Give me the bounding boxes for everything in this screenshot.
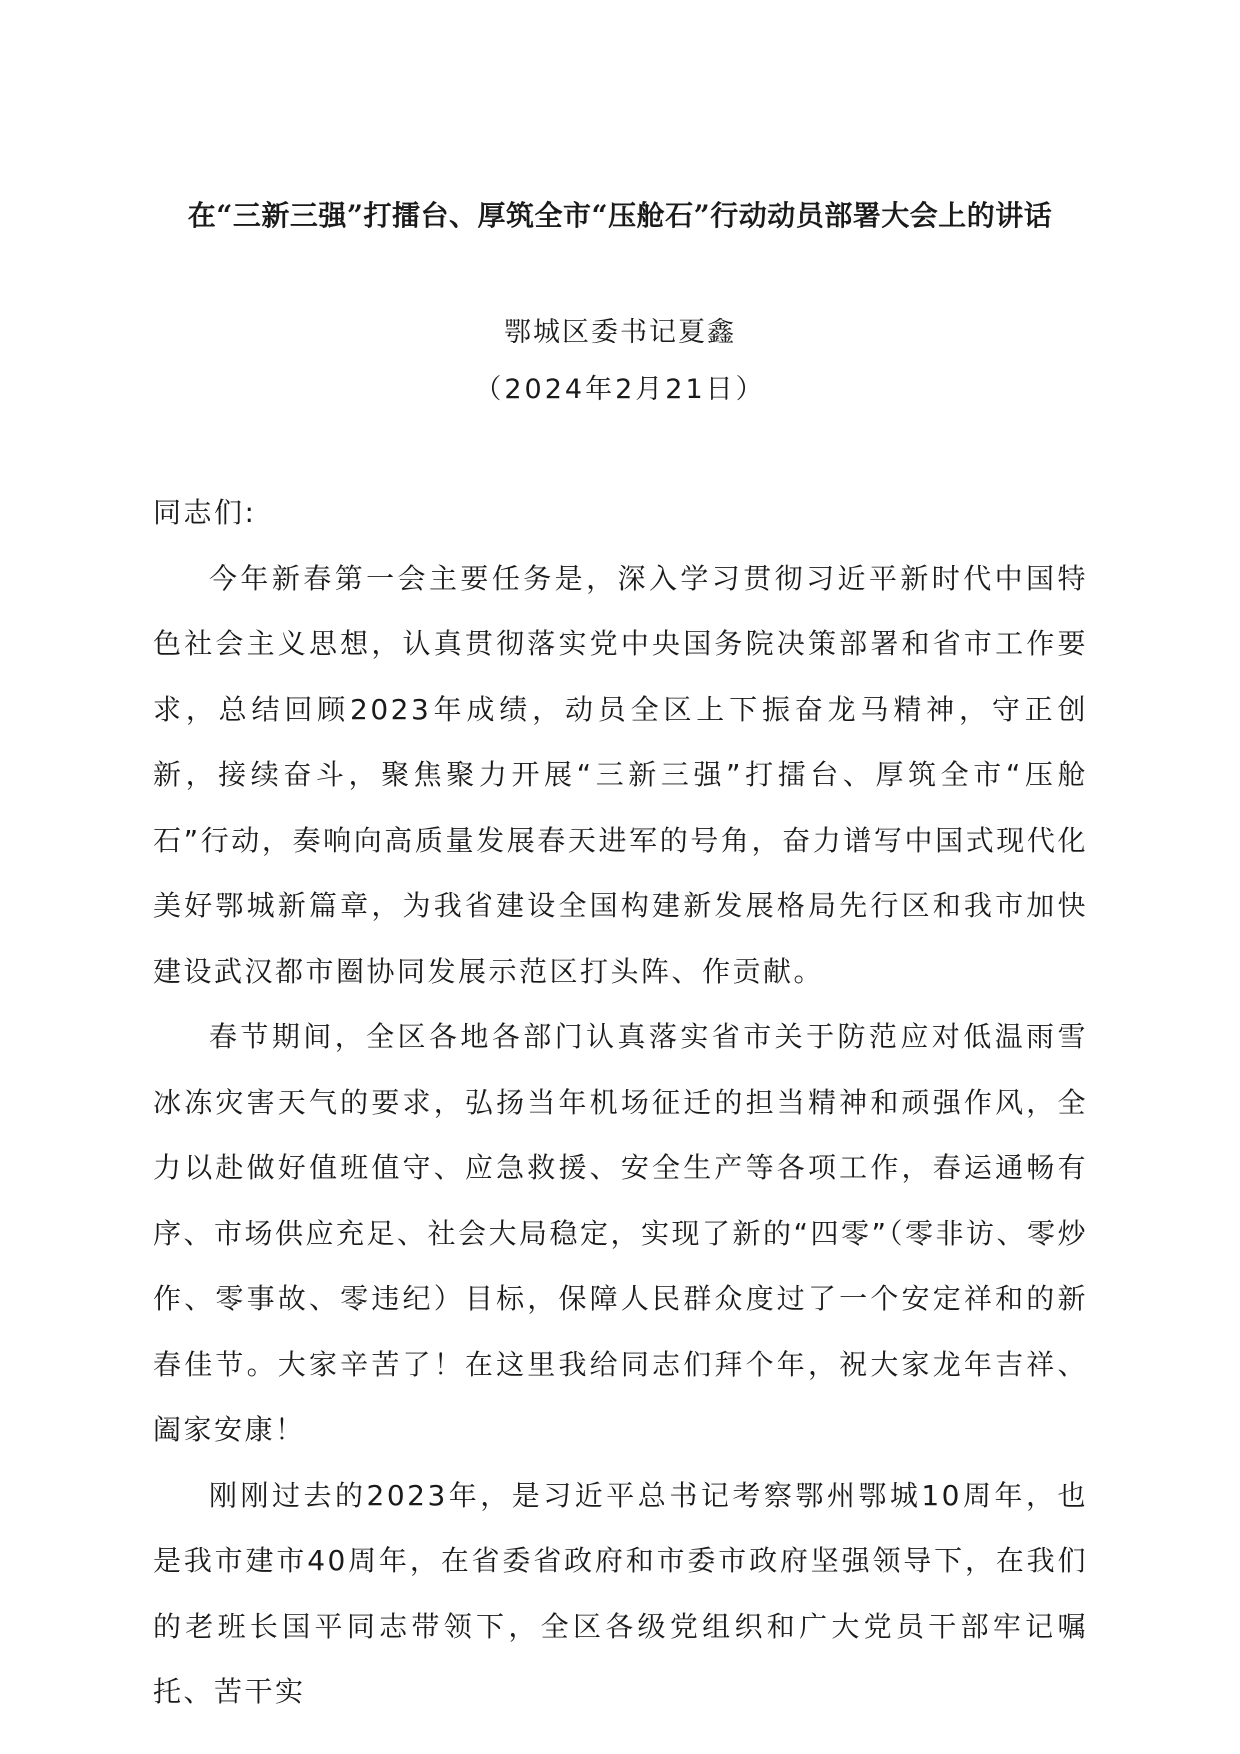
paragraph-3: 刚刚过去的2023年，是习近平总书记考察鄂州鄂城10周年，也是我市建市40周年，在省委省政府和市委市政府坚强领导下，在我们的老班长国平同志带领下，全区各级党组织和广大党员干部牢记嘱托、苦干实 (153, 1478, 1088, 1708)
paragraph-2: 春节期间，全区各地各部门认真落实省市关于防范应对低温雨雪冰冻灾害天气的要求，弘扬当年机场征迁的担当精神和顽强作风，全力以赴做好值班值守、应急救援、安全生产等各项工作，春运通畅有序、市场供应充足、社会大局稳定，实现了新的“四零”（零非访、零炒作、零事故、零违纪）目标，保障人民群众度过了一个安定祥和的新春佳节。大家辛苦了！在这里我给同志们拜个年，祝大家龙年吉祥、阖家安康！ (153, 1020, 1089, 1446)
paragraph-1: 今年新春第一会主要任务是，深入学习贯彻习近平新时代中国特色社会主义思想，认真贯彻落实党中央国务院决策部署和省市工作要求，总结回顾2023年成绩，动员全区上下振奋龙马精神，守正创新，接续奋斗，聚焦聚力开展“三新三强”打擂台、厚筑全市“压舱石”行动，奏响向高质量发展春天进军的号角，奋力谱写中国式现代化美好鄂城新篇章，为我省建设全国构建新发展格局先行区和我市加快建设武汉都市圈协同发展示范区打头阵、作贡献。 (153, 561, 1088, 988)
document-author: 鄂城区委书记夏鑫 (504, 317, 736, 348)
document-date: （2024年2月21日） (474, 374, 766, 405)
document-body (153, 480, 1088, 1725)
salutation: 同志们: (153, 496, 257, 529)
document-title: 在“三新三强”打擂台、厚筑全市“压舱石”行动动员部署大会上的讲话 (187, 199, 1053, 232)
